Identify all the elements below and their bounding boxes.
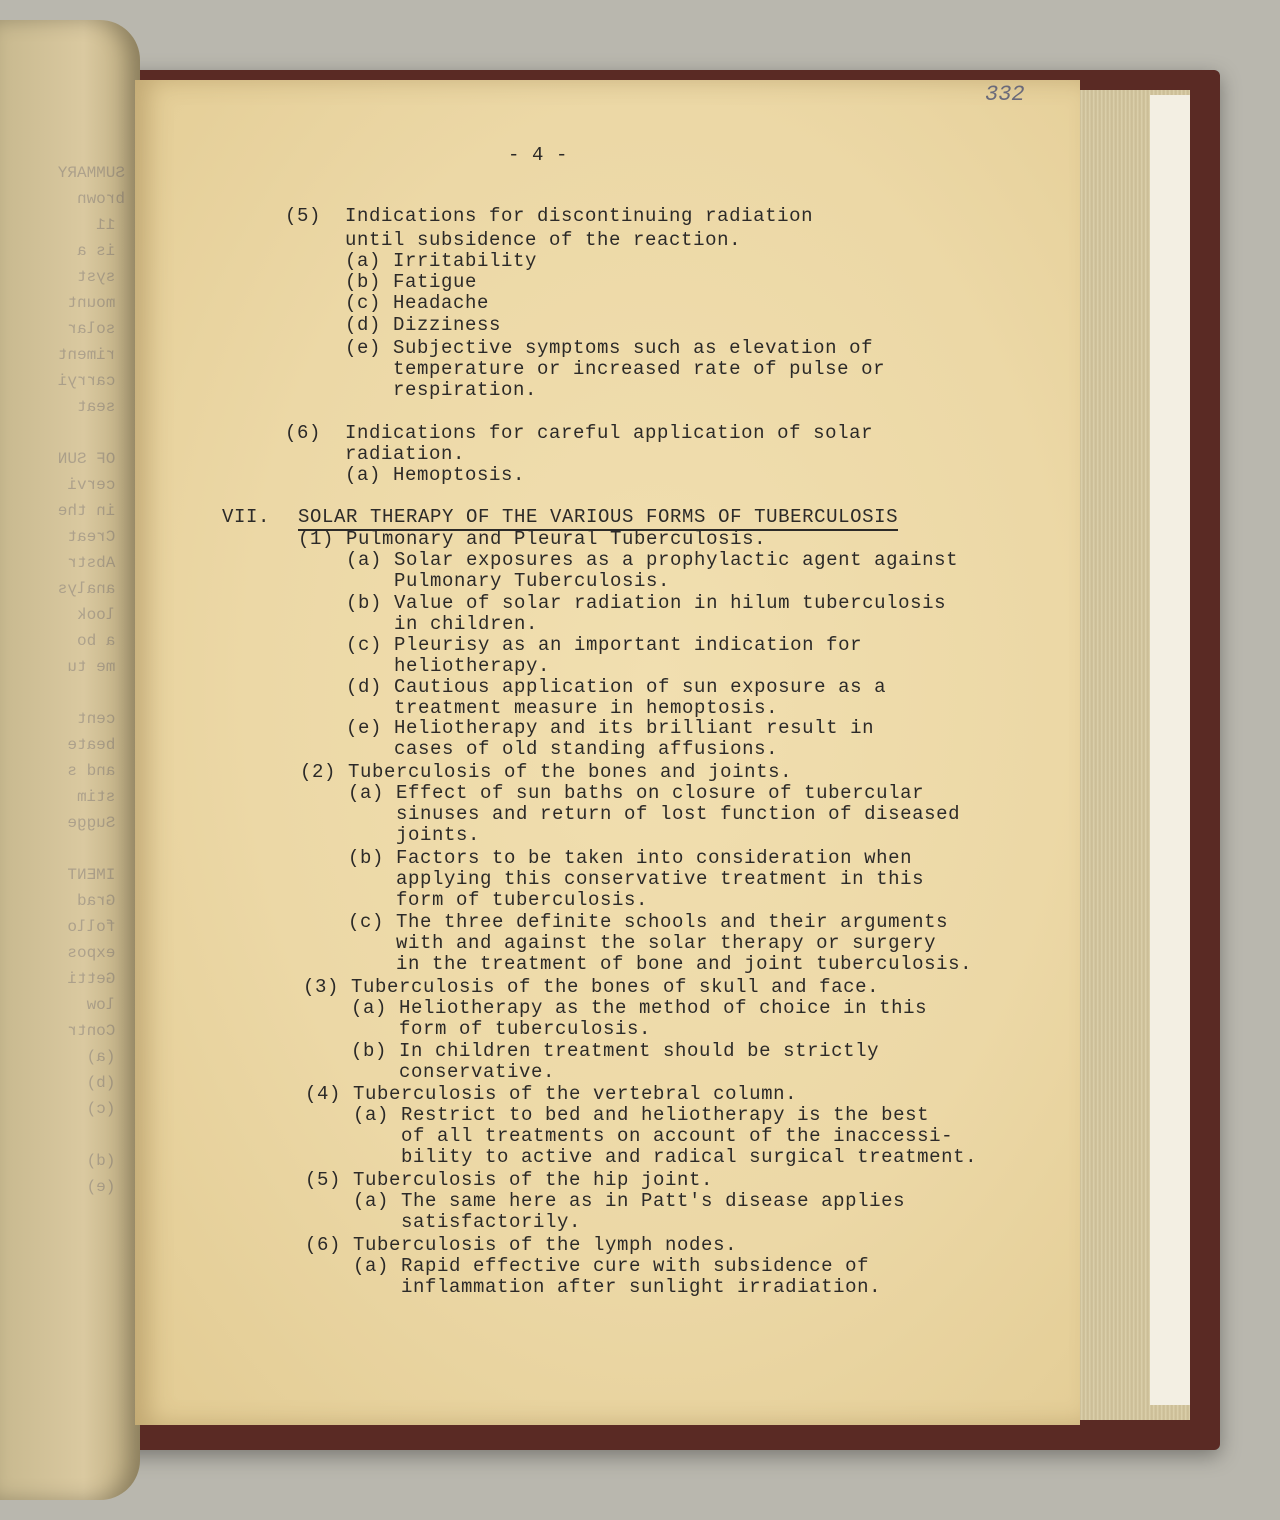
- text-line: respiration.: [285, 379, 538, 401]
- text-line: (1) Pulmonary and Pleural Tuberculosis.: [298, 528, 767, 550]
- text-line: sinuses and return of lost function of diseased: [300, 803, 961, 825]
- text-line: of all treatments on account of the inaccessi-: [305, 1125, 954, 1147]
- bleed-through-text: SUMMARY brown 11 is a syst mount solar riment carryi seat OF SUN cervi in the Creat Abstr analys look a bo me tu cent beate and s stim Sugge IMENT Grad follo expos Getti low Contr (a) (b) (c) (d) (e): [57, 164, 125, 1196]
- text-line: (b) Fatigue: [285, 271, 478, 293]
- folio-number: 332: [985, 82, 1025, 107]
- text-line: (a) Rapid effective cure with subsidence of: [305, 1255, 870, 1277]
- text-line: (6) Tuberculosis of the lymph nodes.: [305, 1234, 738, 1256]
- text-line: treatment measure in hemoptosis.: [298, 697, 779, 719]
- text-line: heliotherapy.: [298, 655, 551, 677]
- text-line: (c) The three definite schools and their arguments: [300, 911, 949, 933]
- text-line: bility to active and radical surgical treatment.: [305, 1146, 978, 1168]
- section-heading: SOLAR THERAPY OF THE VARIOUS FORMS OF TUBERCULOSIS: [298, 506, 898, 531]
- text-line: (a) Effect of sun baths on closure of tubercular: [300, 782, 925, 804]
- text-line: (b) In children treatment should be strictly: [303, 1040, 880, 1062]
- text-line: (b) Value of solar radiation in hilum tuberculosis: [298, 592, 947, 614]
- text-line: satisfactorily.: [305, 1211, 582, 1233]
- text-line: (a) The same here as in Patt's disease applies: [305, 1190, 906, 1212]
- text-line: (e) Subjective symptoms such as elevation of: [285, 337, 874, 359]
- text-line: in the treatment of bone and joint tuberculosis.: [300, 953, 973, 975]
- text-line: with and against the solar therapy or surgery: [300, 932, 937, 954]
- text-line: inflammation after sunlight irradiation.: [305, 1276, 882, 1298]
- text-line: (c) Headache: [285, 292, 490, 314]
- text-line: form of tuberculosis.: [300, 889, 649, 911]
- text-line: (4) Tuberculosis of the vertebral column.: [305, 1083, 798, 1105]
- text-line: conservative.: [303, 1061, 556, 1083]
- text-line: (a) Restrict to bed and heliotherapy is the best: [305, 1104, 930, 1126]
- text-line: (2) Tuberculosis of the bones and joints.: [300, 761, 793, 783]
- page-number: - 4 -: [508, 144, 569, 166]
- text-line: (5) Indications for discontinuing radiation: [285, 205, 814, 227]
- text-line: joints.: [300, 824, 481, 846]
- text-line: (3) Tuberculosis of the bones of skull and face.: [303, 976, 880, 998]
- text-line: (d) Cautious application of sun exposure as a: [298, 676, 887, 698]
- text-line: radiation.: [285, 443, 466, 465]
- text-line: until subsidence of the reaction.: [285, 229, 742, 251]
- text-line: (c) Pleurisy as an important indication for: [298, 634, 863, 656]
- text-line: (e) Heliotherapy and its brilliant result in: [298, 717, 875, 739]
- text-line: (a) Hemoptosis.: [285, 464, 526, 486]
- text-line: Pulmonary Tuberculosis.: [298, 570, 671, 592]
- text-line: (b) Factors to be taken into consideration when: [300, 847, 913, 869]
- text-line: temperature or increased rate of pulse or: [285, 358, 886, 380]
- text-line: (5) Tuberculosis of the hip joint.: [305, 1169, 714, 1191]
- text-line: form of tuberculosis.: [303, 1018, 652, 1040]
- text-line: (a) Irritability: [285, 250, 538, 272]
- text-line: (6) Indications for careful application of solar: [285, 422, 874, 444]
- text-line: in children.: [298, 613, 539, 635]
- text-line: (a) Heliotherapy as the method of choice in this: [303, 997, 928, 1019]
- section-number: VII.: [222, 506, 271, 528]
- text-line: (a) Solar exposures as a prophylactic agent against: [298, 549, 959, 571]
- text-line: (d) Dizziness: [285, 314, 502, 336]
- text-line: cases of old standing affusions.: [298, 738, 779, 760]
- text-line: applying this conservative treatment in this: [300, 868, 925, 890]
